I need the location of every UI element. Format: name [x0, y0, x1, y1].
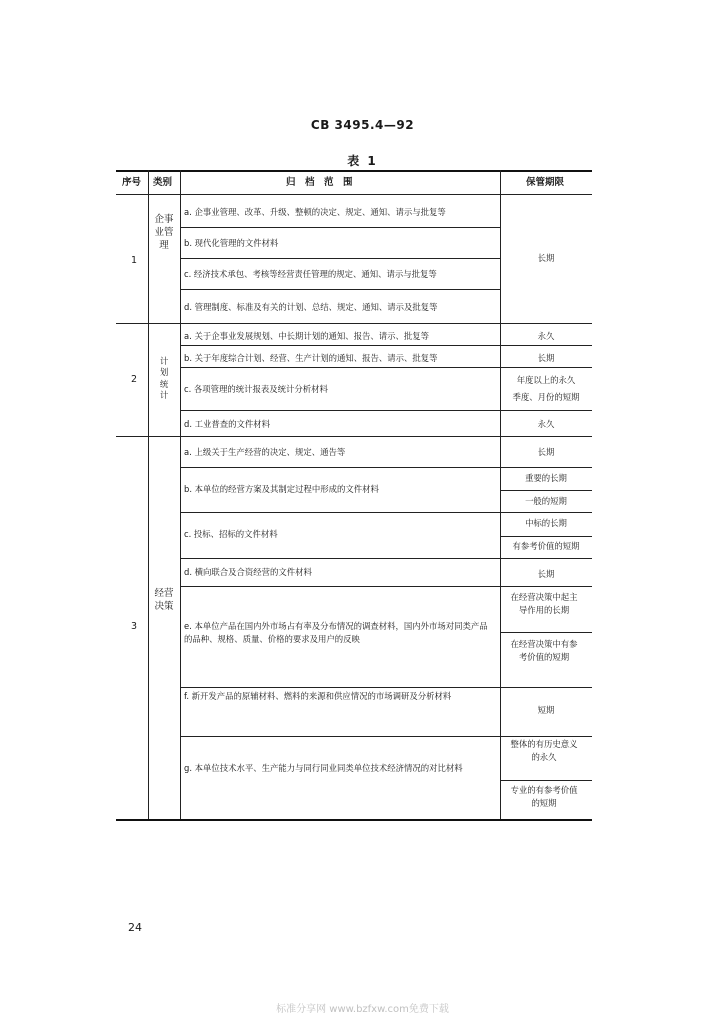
- retention-cell: 短期: [537, 705, 555, 715]
- list-item: a. 上级关于生产经营的决定、规定、通告等: [184, 447, 346, 457]
- retention-cell: 一般的短期: [525, 496, 567, 506]
- retention-cell: 整体的有历史意义的永久: [510, 739, 578, 762]
- list-item: a. 企事业管理、改革、升级、整顿的决定、规定、通知、请示与批复等: [184, 207, 446, 217]
- archive-table: [116, 170, 592, 820]
- retention-cell: 专业的有参考价值的短期: [510, 785, 578, 808]
- list-item: b. 本单位的经营方案及其制定过程中形成的文件材料: [184, 484, 379, 494]
- retention-cell: 在经营决策中有参考价值的短期: [510, 639, 578, 662]
- header-seq: 序号: [122, 177, 142, 188]
- list-item: g. 本单位技术水平、生产能力与同行同业同类单位技术经济情况的对比材料: [184, 763, 463, 773]
- group-seq: 3: [131, 621, 138, 632]
- header-scope: 归 档 范 围: [286, 177, 353, 188]
- retention-cell: 重要的长期: [525, 473, 567, 483]
- watermark: 标准分享网 www.bzfxw.com免费下载: [276, 1004, 449, 1015]
- list-item: d. 管理制度、标准及有关的计划、总结、规定、通知、请示及批复等: [184, 302, 438, 312]
- retention-cell: 在经营决策中起主导作用的长期: [510, 592, 578, 615]
- table-title: 表 1: [347, 154, 378, 168]
- list-item: f. 新开发产品的原辅材料、燃料的来源和供应情况的市场调研及分析材料: [184, 691, 452, 701]
- header-retention: 保管期限: [526, 177, 565, 188]
- retention-cell: 年度以上的永久: [516, 375, 576, 385]
- group-seq: 2: [131, 374, 138, 385]
- retention-cell: 长期: [537, 569, 555, 579]
- list-item: a. 关于企事业发展规划、中长期计划的通知、报告、请示、批复等: [184, 331, 429, 341]
- group-category: 企事业管理: [154, 214, 174, 251]
- retention-cell: 中标的长期: [525, 518, 567, 528]
- list-item: c. 各项管理的统计报表及统计分析材料: [184, 384, 328, 394]
- retention-cell: 永久: [537, 419, 555, 429]
- list-item: d. 工业普查的文件材料: [184, 419, 271, 429]
- retention-cell: 长期: [537, 353, 555, 363]
- standard-number: CB 3495.4—92: [310, 118, 415, 132]
- list-item: d. 横向联合及合资经营的文件材料: [184, 567, 312, 577]
- group-seq: 1: [131, 255, 138, 266]
- header-category: 类别: [153, 177, 173, 188]
- list-item: e. 本单位产品在国内外市场占有率及分布情况的调查材料，国内外市场对同类产品的品种、规格、质量、价格的要求及用户的反映: [184, 621, 488, 645]
- retention-cell: 有参考价值的短期: [512, 541, 580, 551]
- group-category: 经营决策: [154, 588, 174, 612]
- list-item: b. 现代化管理的文件材料: [184, 238, 279, 248]
- retention-cell: 长期: [537, 447, 555, 457]
- page-number: 24: [128, 921, 142, 934]
- group-category: 计划统计: [159, 356, 169, 401]
- retention-cell: 长期: [537, 253, 555, 263]
- retention-cell: 季度、月份的短期: [512, 392, 580, 402]
- list-item: c. 投标、招标的文件材料: [184, 529, 278, 539]
- list-item: b. 关于年度综合计划、经营、生产计划的通知、报告、请示、批复等: [184, 353, 438, 363]
- retention-cell: 永久: [537, 331, 555, 341]
- list-item: c. 经济技术承包、考核等经营责任管理的规定、通知、请示与批复等: [184, 269, 437, 279]
